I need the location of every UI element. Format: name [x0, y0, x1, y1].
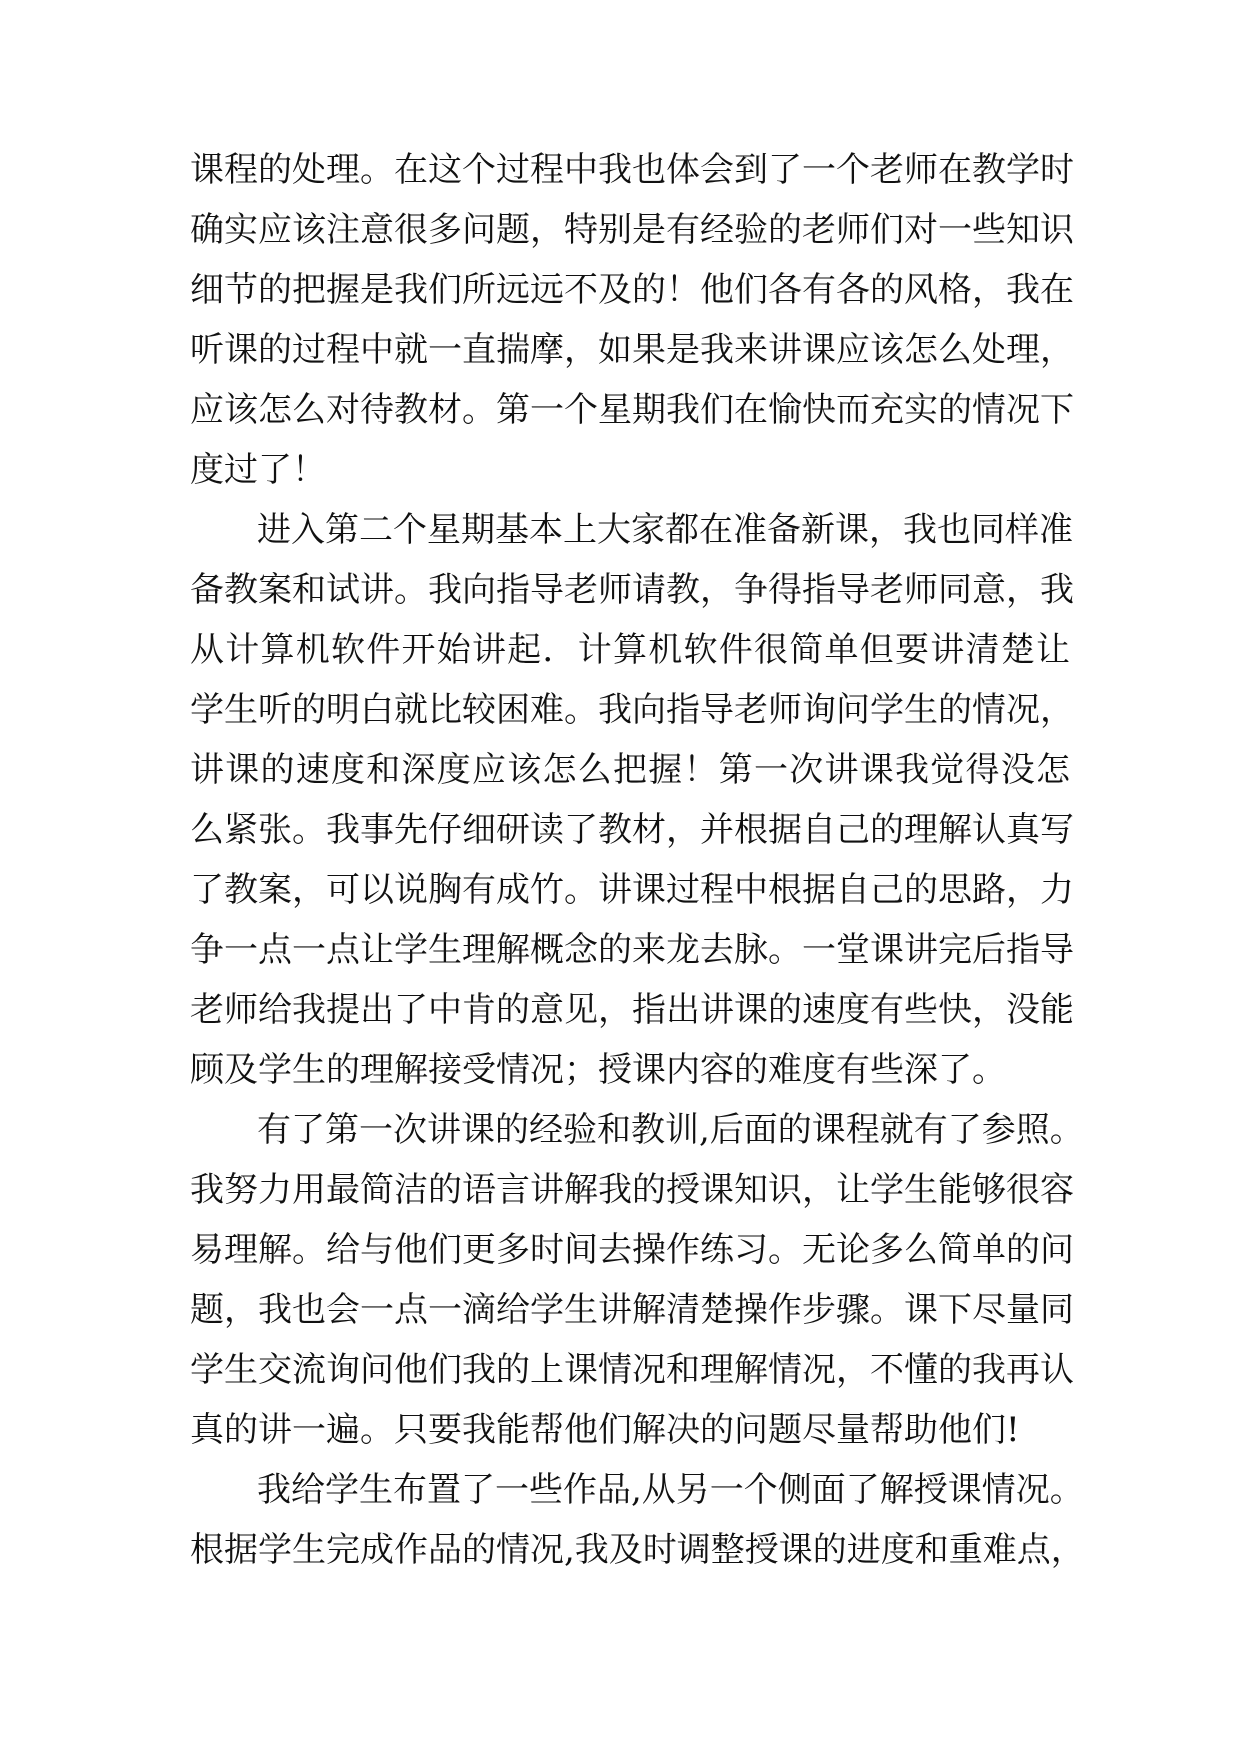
- paragraph-first-line: 进入第二个星期基本上大家都在准备新课，我也同样准: [257, 510, 1073, 550]
- text-line: 学生交流询问他们我的上课情况和理解情况，不懂的我再认: [190, 1350, 1074, 1390]
- text-line: 了教案，可以说胸有成竹。讲课过程中根据自己的思路，力: [190, 870, 1074, 910]
- text-line: 课程的处理。在这个过程中我也体会到了一个老师在教学时: [190, 150, 1074, 190]
- text-line: 争一点一点让学生理解概念的来龙去脉。一堂课讲完后指导: [190, 930, 1074, 970]
- text-line: 细节的把握是我们所远远不及的！他们各有各的风格，我在: [190, 270, 1074, 310]
- paragraph-first-line: 我给学生布置了一些作品,从另一个侧面了解授课情况。: [257, 1470, 1084, 1510]
- text-line: 讲课的速度和深度应该怎么把握！第一次讲课我觉得没怎: [190, 750, 1070, 790]
- text-line: 易理解。给与他们更多时间去操作练习。无论多么简单的问: [190, 1230, 1074, 1270]
- text-line: 根据学生完成作品的情况,我及时调整授课的进度和重难点，: [190, 1530, 1085, 1570]
- text-line: 题，我也会一点一滴给学生讲解清楚操作步骤。课下尽量同: [190, 1290, 1074, 1330]
- text-line: 真的讲一遍。只要我能帮他们解决的问题尽量帮助他们!: [190, 1410, 1020, 1450]
- text-line: 学生听的明白就比较困难。我向指导老师询问学生的情况，: [190, 690, 1074, 730]
- text-line: 度过了！: [190, 450, 326, 490]
- text-line: 老师给我提出了中肯的意见，指出讲课的速度有些快，没能: [190, 990, 1074, 1030]
- paragraph-first-line: 有了第一次讲课的经验和教训,后面的课程就有了参照。: [257, 1110, 1084, 1150]
- text-line: 应该怎么对待教材。第一个星期我们在愉快而充实的情况下: [190, 390, 1074, 430]
- text-line: 备教案和试讲。我向指导老师请教，争得指导老师同意，我: [190, 570, 1074, 610]
- text-line: 顾及学生的理解接受情况；授课内容的难度有些深了。: [190, 1050, 1006, 1090]
- text-line: 从计算机软件开始讲起．计算机软件很简单但要讲清楚让: [190, 630, 1070, 670]
- text-line: 确实应该注意很多问题，特别是有经验的老师们对一些知识: [190, 210, 1074, 250]
- text-line: 么紧张。我事先仔细研读了教材，并根据自己的理解认真写: [190, 810, 1074, 850]
- text-line: 听课的过程中就一直揣摩，如果是我来讲课应该怎么处理，: [190, 330, 1074, 370]
- text-line: 我努力用最简洁的语言讲解我的授课知识，让学生能够很容: [190, 1170, 1074, 1210]
